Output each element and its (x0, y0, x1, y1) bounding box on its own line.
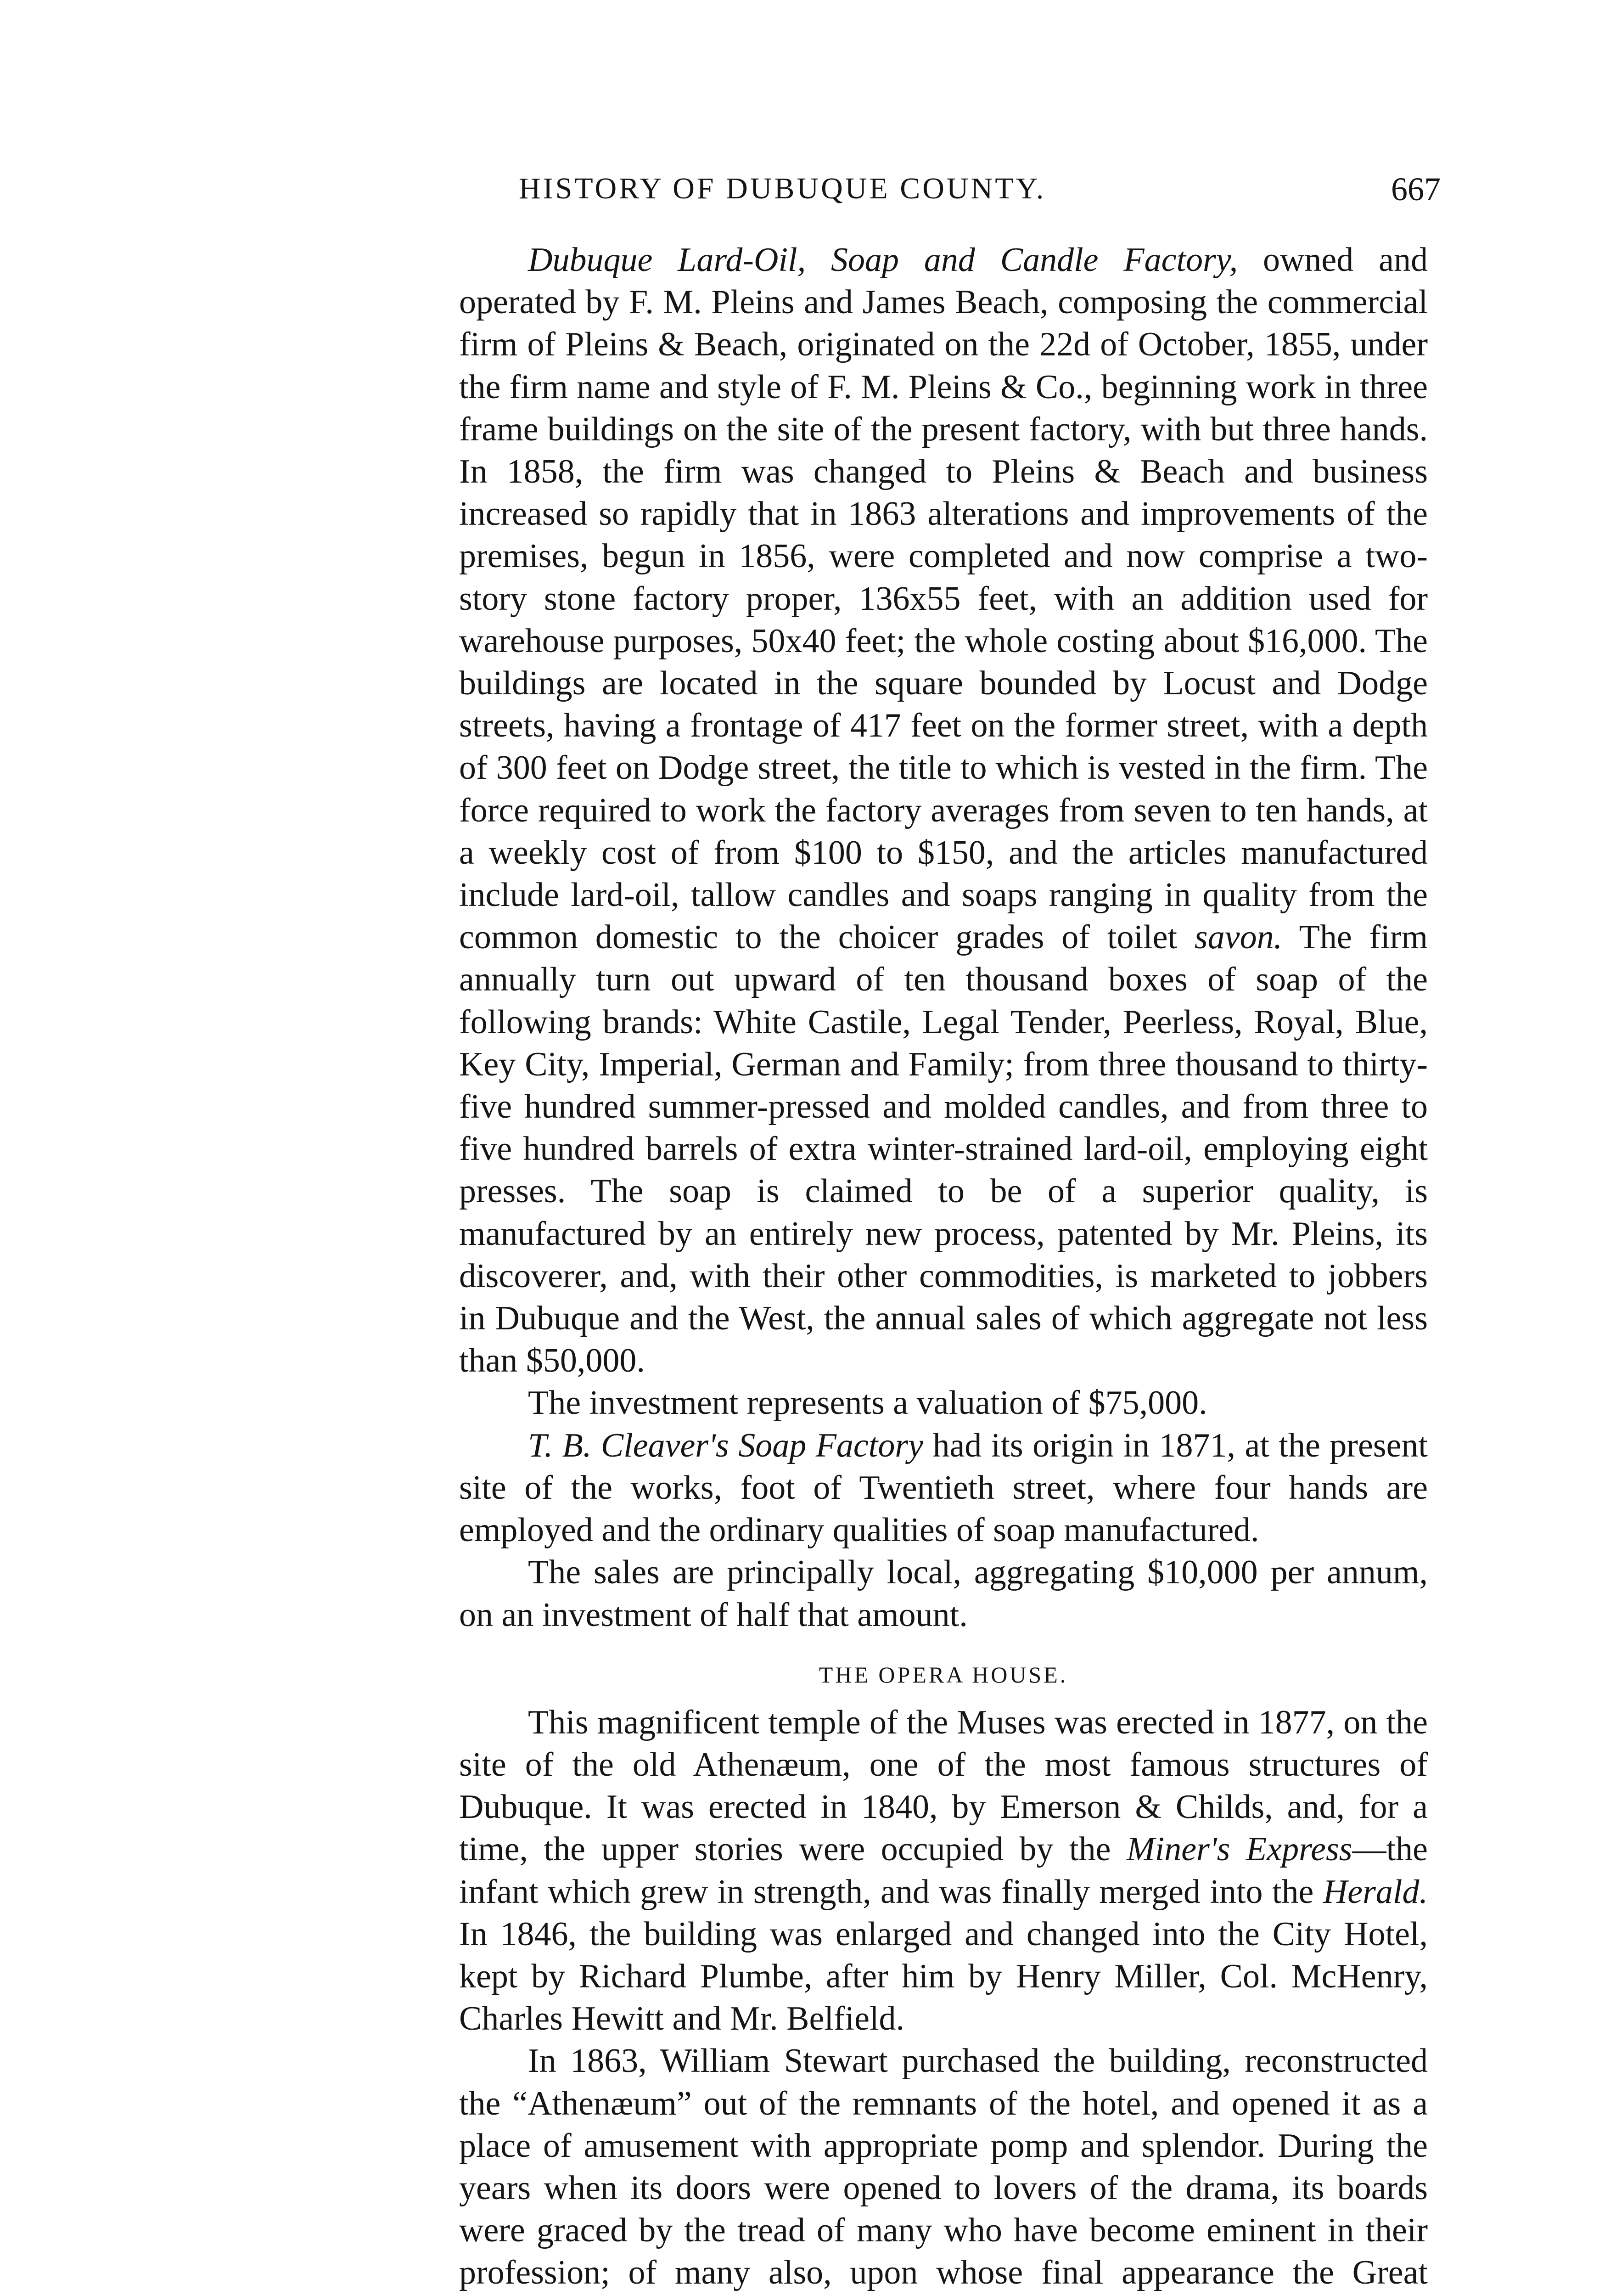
cleaver-paragraph (459, 1424, 1428, 1552)
cleaver-factory-name: T. B. Cleaver's Soap Factory (528, 1426, 923, 1464)
page-number: 667 (1391, 171, 1441, 208)
opera-paragraph-2: In 1863, William Stewart purchased the building, reconstructed the “Athenæum” out of the remnants of the hotel, and opened it as a place of amusement with appropriate pomp and splendor. During the years when its doors were opened to lovers of the drama, its boards were graced by the tread of many who have become eminent in their profession; of many also, upon whose final appearance the Great (459, 2042, 1428, 2292)
section-heading-opera-house: THE OPERA HOUSE. (819, 1661, 1068, 1688)
running-title: HISTORY OF DUBUQUE COUNTY. (519, 172, 1046, 205)
lard-oil-factory-name: Dubuque Lard-Oil, Soap and Candle Factory, (528, 241, 1238, 279)
investment-paragraph: The investment represents a valuation of $75,000. (528, 1384, 1207, 1422)
opera-paragraph-1: This magnificent temple of the Muses was erected in 1877, on the site of the old Athenæum, one of the most famous structures of Dubuque. It was erected in 1840, by Emerson & Childs, and, for a time, the upper stories were occupied by the Miner's Express—the infant which grew in strength, and was finally merged into the Herald. In 1846, the building was enlarged and changed into the City Hotel, kept by Richard Plumbe, after him by Henry Miller, Col. McHenry, Charles Hewitt and Mr. Belfield. (459, 1703, 1428, 2038)
lard-oil-text-end: The firm annually turn out upward of ten thousand boxes of soap of the following brands: White Castile, Legal Tender, Peerless, Royal, Blue, Key City, Imperial, German and Family; from three thousand to thirty-five hundred summer-pressed and molded candles, and from three to five hundred barrels of extra winter-strained lard-oil, employing eight presses. The soap is claimed to be of a superior quality, is manufactured by an entirely new process, patented by Mr. Pleins, its discoverer, and, with their other commodities, is marketed to jobbers in Dubuque and the West, the annual sales of which aggregate not less than $50,000. (459, 918, 1428, 1380)
lard-oil-text: owned and operated by F. M. Pleins and James Beach, composing the commercial firm of Pleins & Beach, originated on the 22d of October, 1855, under the firm name and style of F. M. Pleins & Co., beginning work in three frame buildings on the site of the present factory, with but three hands. In 1858, the firm was changed to Pleins & Beach and business increased so rapidly that in 1863 alterations and improvements of the premises, begun in 1856, were completed and now comprise a two-story stone factory proper, 136x55 feet, with an addition used for warehouse purposes, 50x40 feet; the whole costing about $16,000. The buildings are located in the square bounded by Locust and Dodge streets, having a frontage of 417 feet on the former street, with a depth of 300 feet on Dodge street, the title to which is vested in the firm. The force required to work the factory averages from seven to ten hands, at a weekly cost of from $100 to $150, and the articles manufactured include lard-oil, tallow candles and soaps ranging in quality from the common domestic to the choicer grades of toilet (459, 241, 1428, 957)
herald-title: Herald. (1323, 1873, 1428, 1911)
lard-oil-paragraph (459, 239, 1428, 1382)
cleaver-sales-paragraph: The sales are principally local, aggregating $10,000 per annum, on an investment of half that amount. (459, 1553, 1428, 1634)
cleaver-text: had its origin in 1871, at the present site of the works, foot of Twentieth street, where four hands are employed and the ordinary qualities of soap manufactured. (459, 1426, 1428, 1549)
page-body (459, 239, 1428, 2296)
savon-word: savon. (1194, 918, 1283, 957)
miners-express-title: Miner's Express (1127, 1830, 1352, 1868)
